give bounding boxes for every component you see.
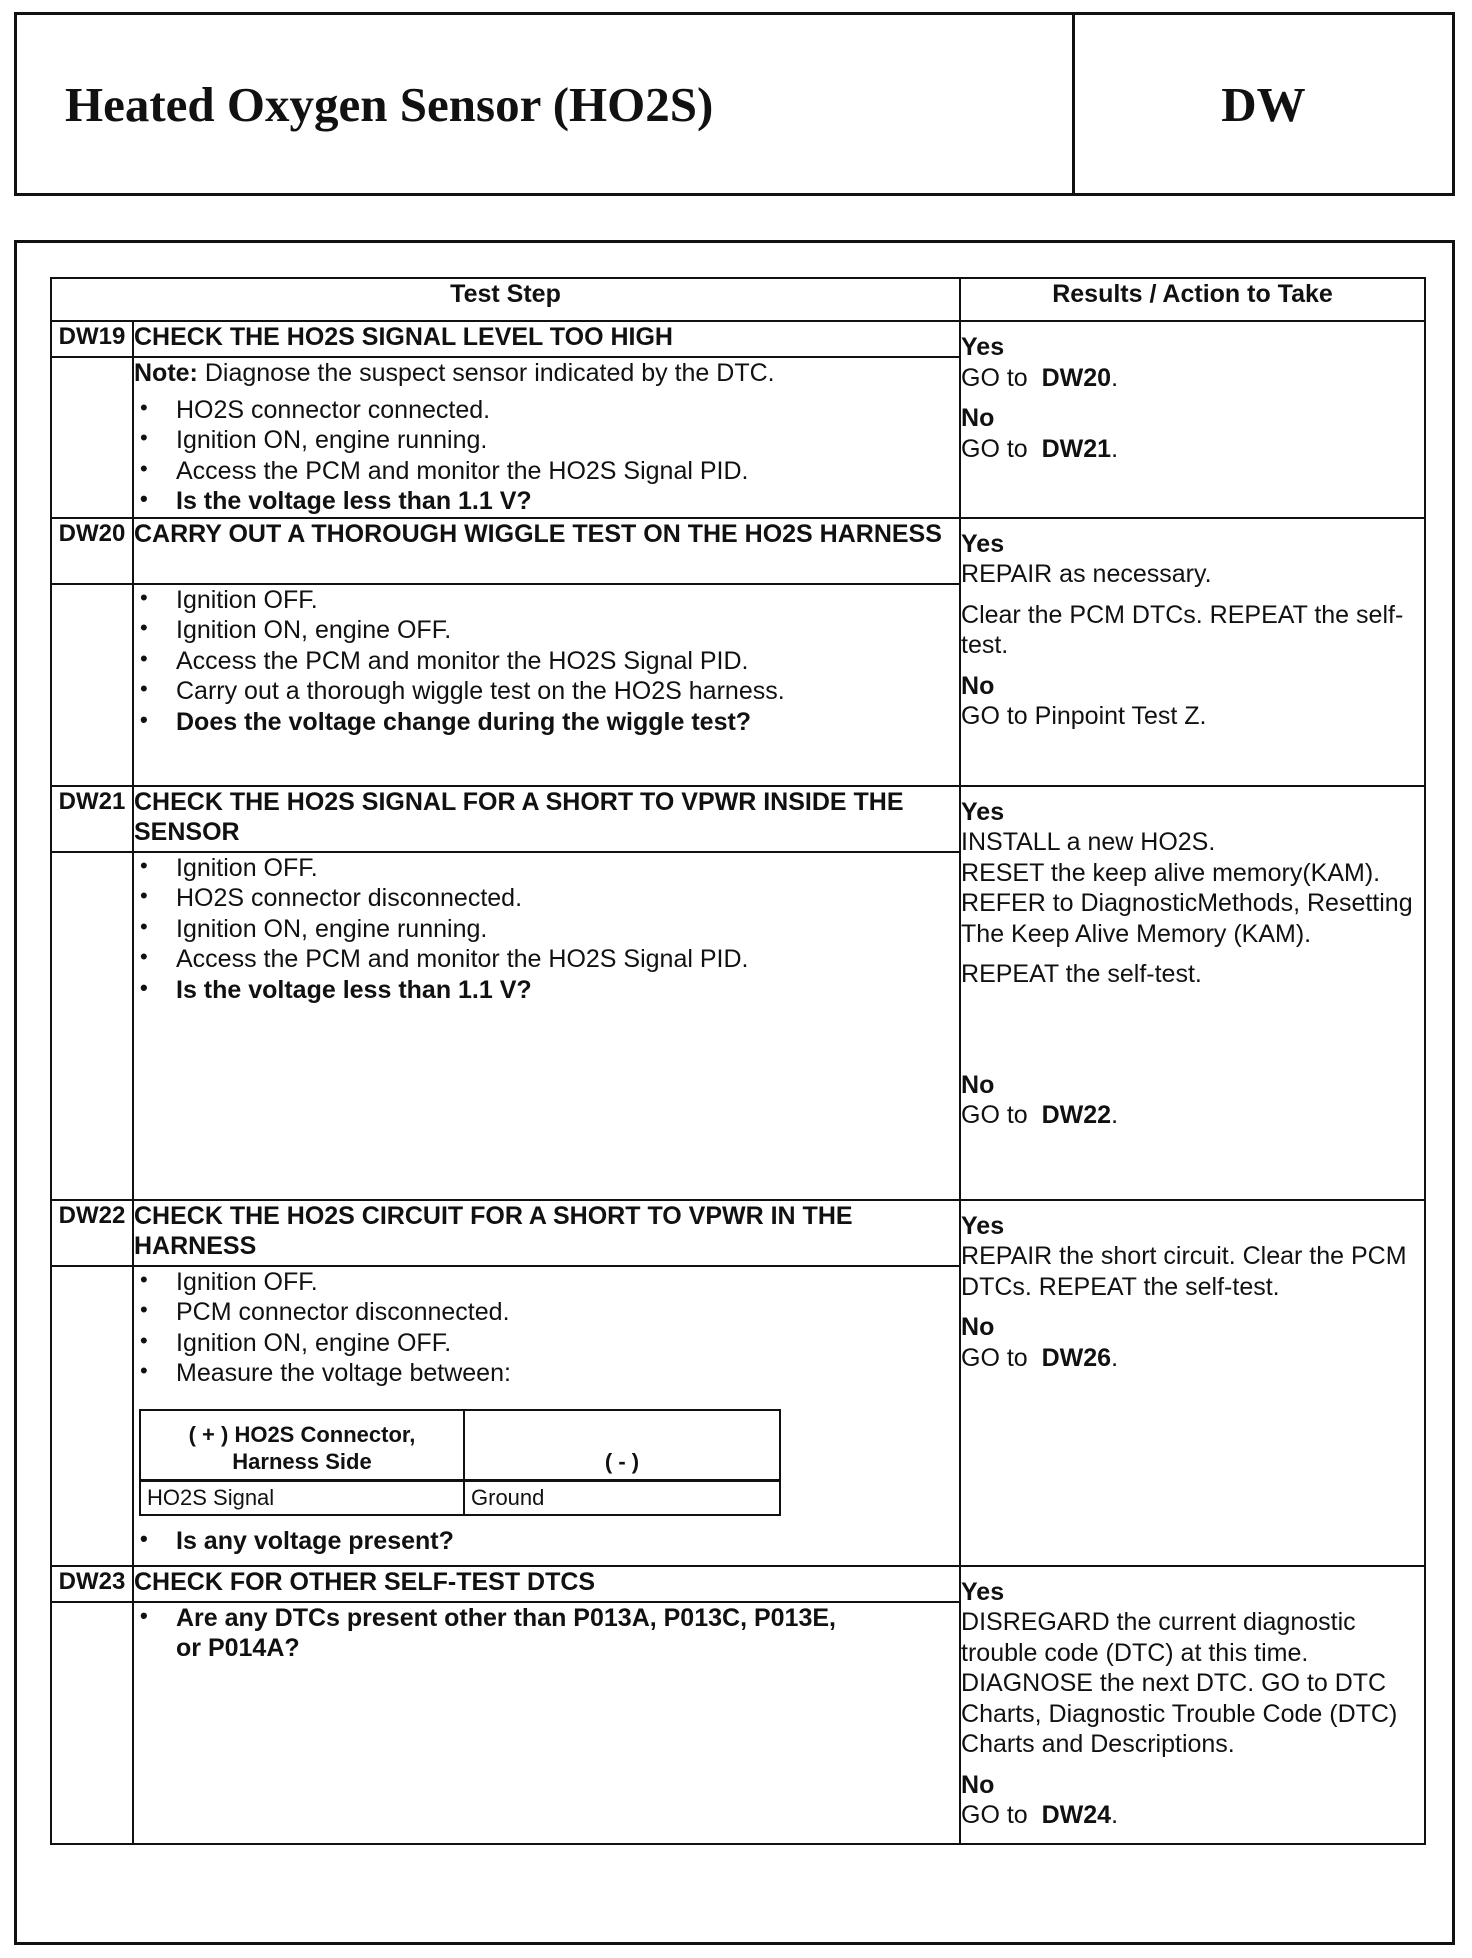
result-yes-label: Yes bbox=[961, 797, 1005, 826]
step-title: CHECK THE HO2S CIRCUIT FOR A SHORT TO VPWR IN THE HARNESS bbox=[133, 1200, 960, 1266]
goto-target-link[interactable]: DW22 bbox=[1041, 1101, 1112, 1129]
column-header-results: Results / Action to Take bbox=[960, 278, 1425, 321]
step-bullet: • Ignition ON, engine running. bbox=[134, 914, 959, 945]
result-no-label: No bbox=[961, 671, 995, 700]
step-bullet: • Ignition OFF. bbox=[134, 1267, 959, 1298]
goto-target-link[interactable]: DW21 bbox=[1041, 434, 1112, 463]
result-yes-line: DISREGARD the current diagnostic trouble code (DTC) at this time. bbox=[961, 1608, 1356, 1667]
step-body bbox=[133, 852, 960, 1200]
step-results bbox=[960, 518, 1425, 786]
result-yes-line: Clear the PCM DTCs. REPEAT the self-test. bbox=[961, 600, 1404, 659]
measure-header-minus: ( - ) bbox=[464, 1410, 780, 1481]
page-title: Heated Oxygen Sensor (HO2S) bbox=[17, 15, 1075, 193]
table-row bbox=[51, 1566, 1425, 1602]
goto-target-link[interactable]: DW26 bbox=[1041, 1343, 1112, 1372]
table-row bbox=[51, 1200, 1425, 1266]
content-frame bbox=[14, 240, 1455, 1945]
step-bullet: • Ignition ON, engine running. bbox=[134, 425, 959, 456]
section-code: DW bbox=[1221, 76, 1306, 132]
step-id: DW21 bbox=[51, 786, 133, 852]
step-bullet: • HO2S connector connected. bbox=[134, 395, 959, 426]
page-header bbox=[14, 12, 1455, 196]
step-results bbox=[960, 321, 1425, 518]
step-id: DW22 bbox=[51, 1200, 133, 1266]
result-no-label: No bbox=[961, 1070, 995, 1099]
result-yes-label: Yes bbox=[961, 1577, 1005, 1606]
result-yes-line: RESET the keep alive memory(KAM). bbox=[961, 858, 1381, 887]
step-body bbox=[133, 1602, 960, 1844]
step-title: CHECK FOR OTHER SELF-TEST DTCS bbox=[133, 1566, 960, 1602]
step-body bbox=[133, 584, 960, 786]
step-bullet: • Ignition ON, engine OFF. bbox=[134, 1328, 959, 1359]
result-no-action: GO to DW21. bbox=[961, 434, 1119, 463]
step-id: DW23 bbox=[51, 1566, 133, 1602]
result-yes-label: Yes bbox=[961, 529, 1005, 558]
step-question: • Are any DTCs present other than P013A, P013C, P013E, or P014A? bbox=[134, 1603, 959, 1664]
result-yes-line: REPEAT the self-test. bbox=[961, 960, 1202, 988]
result-no-action[interactable]: GO to Pinpoint Test Z. bbox=[961, 702, 1207, 730]
step-id: DW20 bbox=[51, 518, 133, 584]
measure-cell-plus: HO2S Signal bbox=[140, 1480, 464, 1515]
measure-cell-minus: Ground bbox=[464, 1480, 780, 1515]
step-id: DW19 bbox=[51, 321, 133, 357]
goto-target-link[interactable]: DW24 bbox=[1041, 1801, 1112, 1829]
result-yes-label: Yes bbox=[961, 1211, 1005, 1240]
step-question: • Is the voltage less than 1.1 V? bbox=[134, 975, 959, 1006]
step-bullet: • Ignition OFF. bbox=[134, 853, 959, 884]
result-no-label: No bbox=[961, 404, 995, 432]
measurement-table bbox=[139, 1409, 781, 1517]
step-bullet: • Measure the voltage between: bbox=[134, 1358, 959, 1389]
table-row bbox=[51, 786, 1425, 852]
step-bullet: • Access the PCM and monitor the HO2S Signal PID. bbox=[134, 944, 959, 975]
step-bullet: • Ignition OFF. bbox=[134, 585, 959, 616]
table-row bbox=[51, 321, 1425, 357]
step-results bbox=[960, 1566, 1425, 1844]
result-no-action: GO to DW24. bbox=[961, 1801, 1119, 1829]
step-question: • Does the voltage change during the wiggle test? bbox=[134, 707, 959, 738]
step-note: Note: Diagnose the suspect sensor indicated by the DTC. bbox=[134, 359, 775, 387]
table-row bbox=[51, 518, 1425, 584]
test-step-table bbox=[50, 277, 1426, 1845]
column-header-test-step: Test Step bbox=[51, 278, 960, 321]
step-title: CARRY OUT A THOROUGH WIGGLE TEST ON THE HO2S HARNESS bbox=[133, 518, 960, 584]
step-body bbox=[133, 1266, 960, 1566]
result-yes-line: INSTALL a new HO2S. bbox=[961, 828, 1216, 856]
result-yes-action: GO to DW20. bbox=[961, 363, 1119, 392]
step-bullet: • Access the PCM and monitor the HO2S Signal PID. bbox=[134, 646, 959, 677]
step-bullet: • Access the PCM and monitor the HO2S Signal PID. bbox=[134, 456, 959, 487]
measure-header-plus: ( + ) HO2S Connector, Harness Side bbox=[140, 1410, 464, 1481]
step-title: CHECK THE HO2S SIGNAL FOR A SHORT TO VPWR INSIDE THE SENSOR bbox=[133, 786, 960, 852]
result-no-label: No bbox=[961, 1313, 995, 1341]
step-question: • Is the voltage less than 1.1 V? bbox=[134, 486, 959, 517]
goto-target-link[interactable]: DW20 bbox=[1041, 363, 1112, 392]
step-bullet: • Carry out a thorough wiggle test on the HO2S harness. bbox=[134, 676, 959, 707]
result-yes-line: REPAIR the short circuit. Clear the PCM DTCs. REPEAT the self-test. bbox=[961, 1242, 1407, 1301]
result-no-label: No bbox=[961, 1770, 995, 1799]
result-no-action: GO to DW22. bbox=[961, 1101, 1119, 1129]
step-results bbox=[960, 1200, 1425, 1566]
result-yes-line: REFER to DiagnosticMethods, Resetting The Keep Alive Memory (KAM). bbox=[961, 889, 1413, 948]
result-yes-label: Yes bbox=[961, 333, 1005, 361]
result-yes-line: REPAIR as necessary. bbox=[961, 560, 1212, 588]
step-body bbox=[133, 357, 960, 518]
step-results bbox=[960, 786, 1425, 1200]
step-bullet: • PCM connector disconnected. bbox=[134, 1297, 959, 1328]
step-question: • Is any voltage present? bbox=[134, 1526, 959, 1557]
result-yes-line: DIAGNOSE the next DTC. GO to DTC Charts, Diagnostic Trouble Code (DTC) Charts and Descriptions. bbox=[961, 1669, 1398, 1758]
step-bullet: • HO2S connector disconnected. bbox=[134, 883, 959, 914]
step-bullet: • Ignition ON, engine OFF. bbox=[134, 615, 959, 646]
result-no-action: GO to DW26. bbox=[961, 1343, 1119, 1372]
step-title: CHECK THE HO2S SIGNAL LEVEL TOO HIGH bbox=[133, 321, 960, 357]
